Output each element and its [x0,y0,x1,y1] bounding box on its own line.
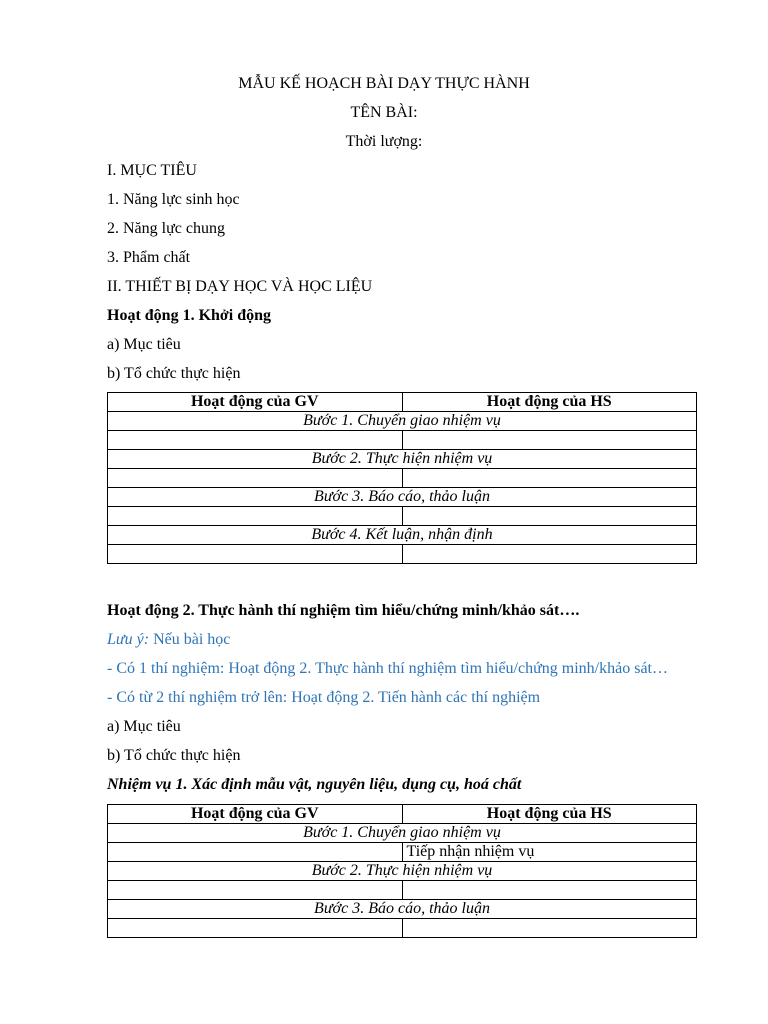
note-line: - Có 1 thí nghiệm: Hoạt động 2. Thực hành thí nghiệm tìm hiểu/chứng minh/khảo sát… [107,660,668,677]
table-cell [402,469,697,488]
step-row: Bước 2. Thực hiện nhiệm vụ [108,450,697,469]
table-cell [108,843,403,862]
duration: Thời lượng: [345,133,423,150]
objective-item: 2. Năng lực chung [107,220,225,237]
section-objectives-heading: I. MỤC TIÊU [107,162,197,179]
table-cell [108,507,403,526]
table-cell [108,431,403,450]
document-title: MẪU KẾ HOẠCH BÀI DẠY THỰC HÀNH [238,75,530,92]
activity2-organize: b) Tổ chức thực hiện [107,747,241,764]
column-header-gv: Hoạt động của GV [108,393,403,412]
activity1-objective: a) Mục tiêu [107,336,181,353]
lesson-name: TÊN BÀI: [350,104,418,121]
column-header-hs: Hoạt động của HS [402,393,697,412]
activity2-title: Hoạt động 2. Thực hành thí nghiệm tìm hiểu/chứng minh/khảo sát…. [107,602,580,619]
step-row: Bước 4. Kết luận, nhận định [108,526,697,545]
activity1-organize: b) Tổ chức thực hiện [107,365,241,382]
table-cell [402,545,697,564]
note-label: Lưu ý: [107,631,150,648]
table-cell [108,469,403,488]
activity1-table [107,392,697,564]
activity2-objective: a) Mục tiêu [107,718,181,735]
table-cell [108,545,403,564]
section-equipment-heading: II. THIẾT BỊ DẠY HỌC VÀ HỌC LIỆU [107,278,373,295]
column-header-hs: Hoạt động của HS [402,805,697,824]
table-cell [402,431,697,450]
note [107,630,230,650]
step-row: Bước 3. Báo cáo, thảo luận [108,900,697,919]
column-header-gv: Hoạt động của GV [108,805,403,824]
note-text: Nếu bài học [149,631,231,648]
objective-item: 3. Phẩm chất [107,249,191,266]
step-row: Bước 1. Chuyển giao nhiệm vụ [108,412,697,431]
activity2-table [107,804,697,938]
table-cell [108,881,403,900]
activity1-title: Hoạt động 1. Khởi động [107,307,272,324]
objective-item: 1. Năng lực sinh học [107,191,240,208]
step-row: Bước 2. Thực hiện nhiệm vụ [108,862,697,881]
step-row: Bước 3. Báo cáo, thảo luận [108,488,697,507]
task1-title: Nhiệm vụ 1. Xác định mẫu vật, nguyên liệu, dụng cụ, hoá chất [107,776,522,793]
table-cell [402,919,697,938]
table-cell-hs: Tiếp nhận nhiệm vụ [402,843,697,862]
note-line: - Có từ 2 thí nghiệm trở lên: Hoạt động 2. Tiến hành các thí nghiệm [107,689,541,706]
table-cell [108,919,403,938]
step-row: Bước 1. Chuyển giao nhiệm vụ [108,824,697,843]
table-cell [402,881,697,900]
table-cell [402,507,697,526]
